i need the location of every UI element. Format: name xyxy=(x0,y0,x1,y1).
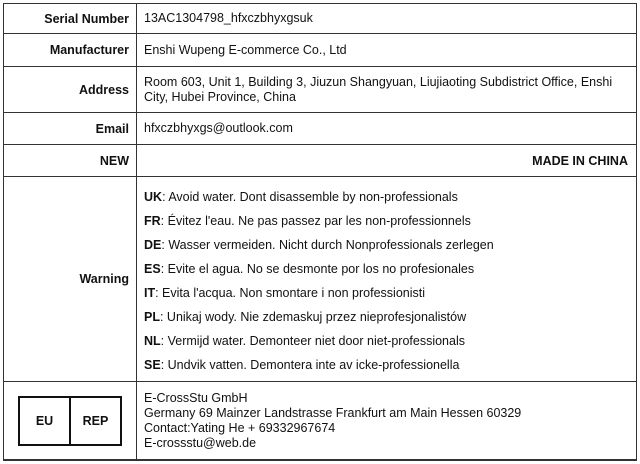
warning-text: : Wasser vermeiden. Nicht durch Nonprofessionals zerlegen xyxy=(161,237,494,252)
warning-label: Warning xyxy=(4,177,137,382)
warning-line xyxy=(144,353,636,377)
warning-text: : Évitez l'eau. Ne pas passez par les non-professionnels xyxy=(160,213,471,228)
eu-rep-box xyxy=(18,396,122,446)
eu-text: EU xyxy=(35,413,54,428)
row-manufacturer xyxy=(4,34,637,67)
lang-code: FR xyxy=(144,213,161,228)
warning-text: : Evite el agua. No se desmonte por los no profesionales xyxy=(160,261,475,276)
email-value: hfxczbhyxgs@outlook.com xyxy=(137,113,637,145)
lang-code: ES xyxy=(144,261,161,276)
row-serial-number xyxy=(4,4,637,34)
eu-rep-email: E-crossstu@web.de xyxy=(144,435,257,450)
product-info-label xyxy=(3,3,637,461)
warning-line xyxy=(144,185,636,209)
warning-line xyxy=(144,281,636,305)
warning-list xyxy=(137,179,636,380)
row-email xyxy=(4,113,637,145)
eu-rep-details xyxy=(137,382,637,460)
rep-text: REP xyxy=(69,398,120,444)
eu-rep-address: Germany 69 Mainzer Landstrasse Frankfurt am Main Hessen 60329 xyxy=(144,405,522,420)
row-eu-rep xyxy=(4,382,637,460)
eu-rep-company: E-CrossStu GmbH xyxy=(144,390,248,405)
address-value: Room 603, Unit 1, Building 3, Jiuzun Shangyuan, Liujiaoting Subdistrict Office, Enshi City, Hubei Province, China xyxy=(137,67,637,113)
address-label: Address xyxy=(4,67,137,113)
row-address xyxy=(4,67,637,113)
lang-code: NL xyxy=(144,333,161,348)
lang-code: DE xyxy=(144,237,162,252)
manufacturer-label: Manufacturer xyxy=(4,34,137,67)
new-label: NEW xyxy=(4,145,137,177)
info-table xyxy=(3,3,637,460)
warning-text: : Avoid water. Dont disassemble by non-professionals xyxy=(162,189,458,204)
warning-line xyxy=(144,329,636,353)
lang-code: PL xyxy=(144,309,160,324)
warning-text: : Vermijd water. Demonteer niet door niet-professionals xyxy=(160,333,465,348)
eu-rep-contact: Contact:Yating He + 69332967674 xyxy=(144,420,336,435)
row-warning xyxy=(4,177,637,382)
lang-code: UK xyxy=(144,189,163,204)
warning-line xyxy=(144,209,636,233)
manufacturer-value: Enshi Wupeng E-commerce Co., Ltd xyxy=(137,34,637,67)
warning-text: : Undvik vatten. Demontera inte av icke-professionella xyxy=(160,357,460,372)
eu-rep-symbol-cell xyxy=(4,382,137,460)
warning-text: : Unikaj wody. Nie zdemaskuj przez nieprofesjonalistów xyxy=(159,309,467,324)
warning-line xyxy=(144,233,636,257)
row-new xyxy=(4,145,637,177)
serial-number-value: 13AC1304798_hfxczbhyxgsuk xyxy=(137,4,637,34)
lang-code: SE xyxy=(144,357,161,372)
warning-cell xyxy=(137,177,637,382)
made-in-china: MADE IN CHINA xyxy=(137,145,637,177)
lang-code: IT xyxy=(144,285,156,300)
warning-line xyxy=(144,257,636,281)
email-label: Email xyxy=(4,113,137,145)
warning-text: : Evita l'acqua. Non smontare i non professionisti xyxy=(155,285,425,300)
warning-line xyxy=(144,305,636,329)
serial-number-label: Serial Number xyxy=(4,4,137,34)
eu-rep-symbol xyxy=(4,383,136,459)
